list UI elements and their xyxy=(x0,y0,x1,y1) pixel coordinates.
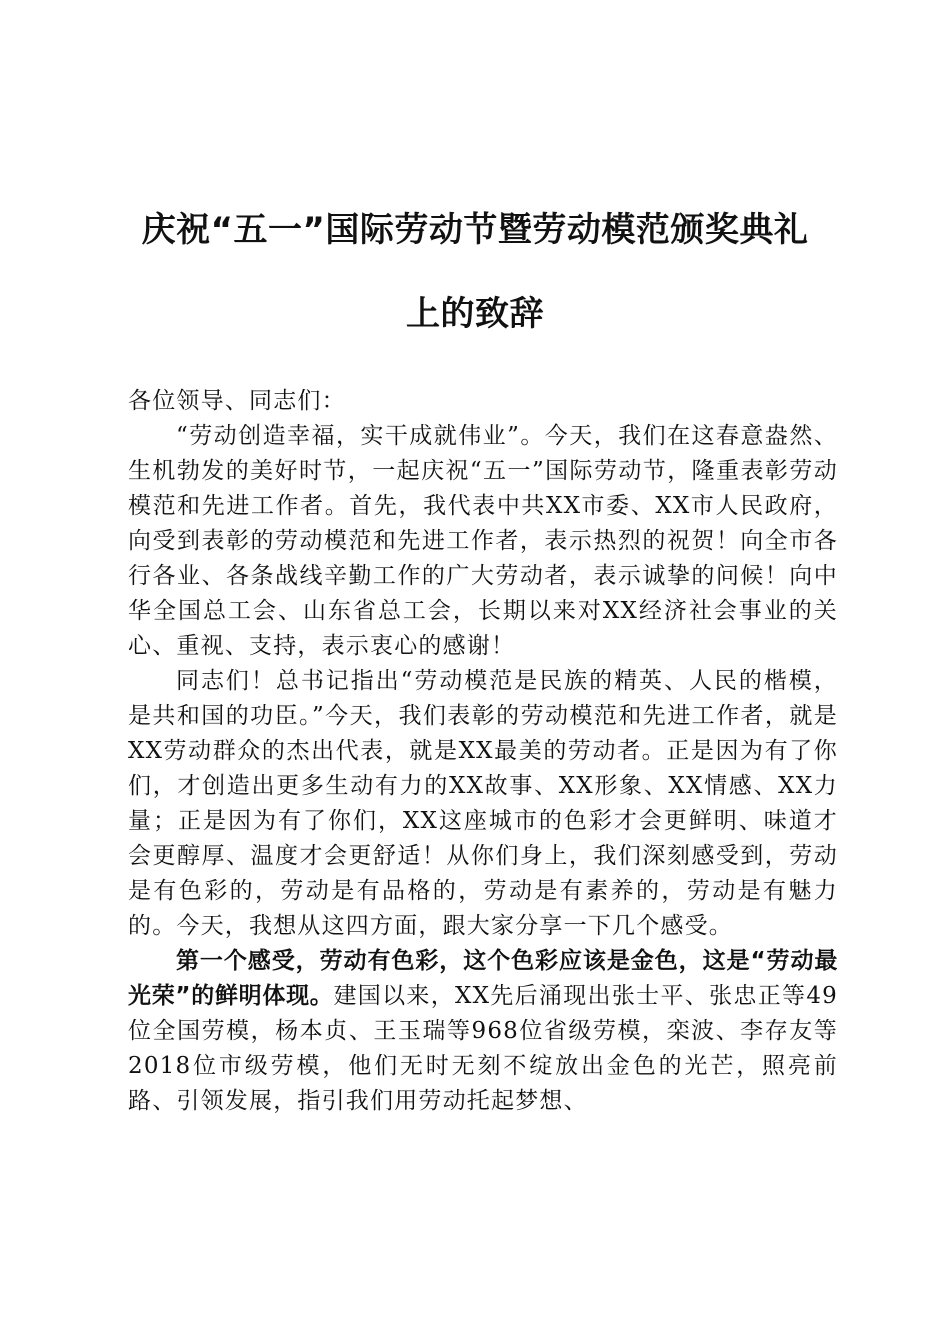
document-title xyxy=(110,188,840,356)
paragraph-3-rest: 建国以来，XX先后涌现出张士平、张忠正等49位全国劳模，杨本贞、王玉瑞等968位省级劳模，栾波、李存友等2018位市级劳模，他们无时无刻不绽放出金色的光芒，照亮前路、引领发展，指引我们用劳动托起梦想、 xyxy=(128,983,838,1114)
paragraph-3 xyxy=(128,944,838,1119)
paragraph-3-lead: 第一个感受，劳动有色彩，这个色彩应该是金色，这是“劳动最光荣”的鲜明体现。 xyxy=(128,948,838,1009)
title-line-1: 庆祝“五一”国际劳动节暨劳动模范颁奖典礼 xyxy=(141,210,809,250)
paragraph-1: “劳动创造幸福，实干成就伟业”。今天，我们在这春意盎然、生机勃发的美好时节，一起庆祝“五一”国际劳动节，隆重表彰劳动模范和先进工作者。首先，我代表中共XX市委、XX市人民政府，向受到表彰的劳动模范和先进工作者，表示热烈的祝贺！向全市各行各业、各条战线辛勤工作的广大劳动者，表示诚挚的问候！向中华全国总工会、山东省总工会，长期以来对XX经济社会事业的关心、重视、支持，表示衷心的感谢！ xyxy=(128,423,838,659)
title-line-2: 上的致辞 xyxy=(406,294,544,334)
paragraph-2: 同志们！总书记指出“劳动模范是民族的精英、人民的楷模，是共和国的功臣。”今天，我们表彰的劳动模范和先进工作者，就是XX劳动群众的杰出代表，就是XX最美的劳动者。正是因为有了你们，才创造出更多生动有力的XX故事、XX形象、XX情感、XX力量；正是因为有了你们，XX这座城市的色彩才会更鲜明、味道才会更醇厚、温度才会更舒适！从你们身上，我们深刻感受到，劳动是有色彩的，劳动是有品格的，劳动是有素养的，劳动是有魅力的。今天，我想从这四方面，跟大家分享一下几个感受。 xyxy=(128,668,838,939)
salutation: 各位领导、同志们： xyxy=(128,388,346,414)
document-body xyxy=(128,384,838,1119)
